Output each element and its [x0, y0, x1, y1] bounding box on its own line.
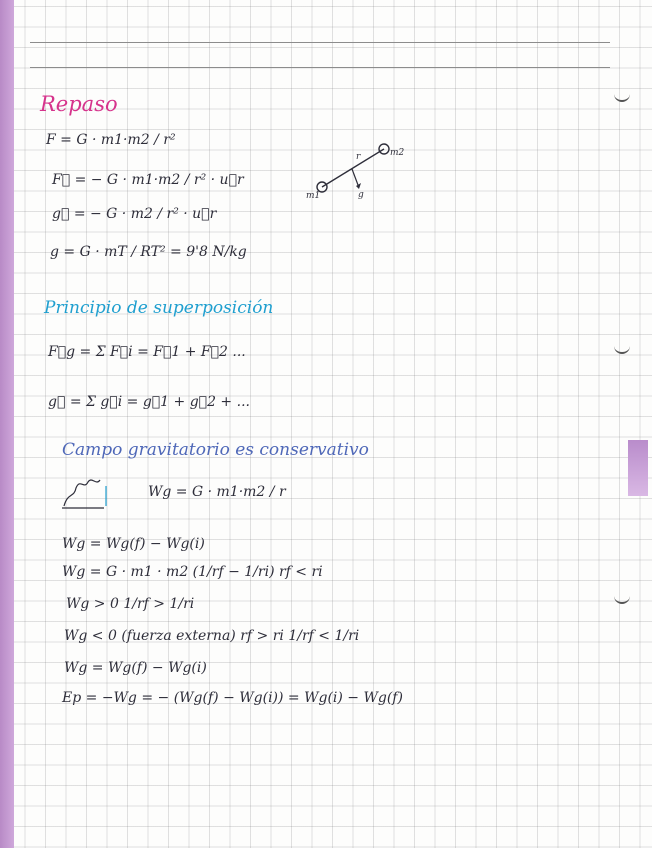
equation-line: Wg = Wg(f) − Wg(i) [64, 660, 207, 676]
equation-line: Ep = −Wg = − (Wg(f) − Wg(i)) = Wg(i) − Wg(f) [62, 690, 403, 706]
label-m1: m1 [306, 191, 321, 201]
page-header-box [30, 42, 610, 68]
equation-line: g⃗ = Σ g⃗i = g⃗1 + g⃗2 + ... [48, 394, 250, 410]
equation-line: Wg = G · m1 · m2 (1/rf − 1/ri) rf < ri [62, 564, 323, 580]
masses-diagram [300, 135, 410, 205]
binder-hole-mark [614, 344, 630, 354]
binder-hole-mark [614, 594, 630, 604]
section-title-superposicion: Principio de superposición [44, 298, 274, 318]
equation-line: Wg = G · m1·m2 / r [148, 484, 286, 500]
field-vector-arrow [352, 169, 358, 185]
field-arrowhead [356, 183, 361, 189]
equation-line: Wg < 0 (fuerza externa) rf > ri 1/rf < 1/ri [64, 628, 360, 644]
binder-hole-mark [614, 92, 630, 102]
equation-line: g = G · mT / RT² = 9'8 N/kg [50, 244, 247, 260]
equation-line: g⃗ = − G · m2 / r² · u⃗r [52, 206, 217, 222]
section-title-conservativo: Campo gravitatorio es conservativo [62, 440, 369, 460]
page-tab-marker [628, 440, 648, 496]
section-title-repaso: Repaso [40, 92, 118, 116]
purple-margin-strip [0, 0, 14, 848]
equation-line: Wg > 0 1/rf > 1/ri [66, 596, 195, 612]
label-r: r [356, 152, 361, 162]
label-m2: m2 [390, 148, 405, 158]
equation-line: Wg = Wg(f) − Wg(i) [62, 536, 205, 552]
equation-line: F⃗ = − G · m1·m2 / r² · u⃗r [52, 172, 244, 188]
label-g: g [358, 190, 364, 200]
equation-line: F = G · m1·m2 / r² [46, 132, 176, 148]
equation-line: F⃗g = Σ F⃗i = F⃗1 + F⃗2 ... [48, 344, 246, 360]
work-path-sketch [60, 472, 116, 516]
distance-line [322, 149, 384, 187]
trajectory-curve [64, 480, 100, 506]
